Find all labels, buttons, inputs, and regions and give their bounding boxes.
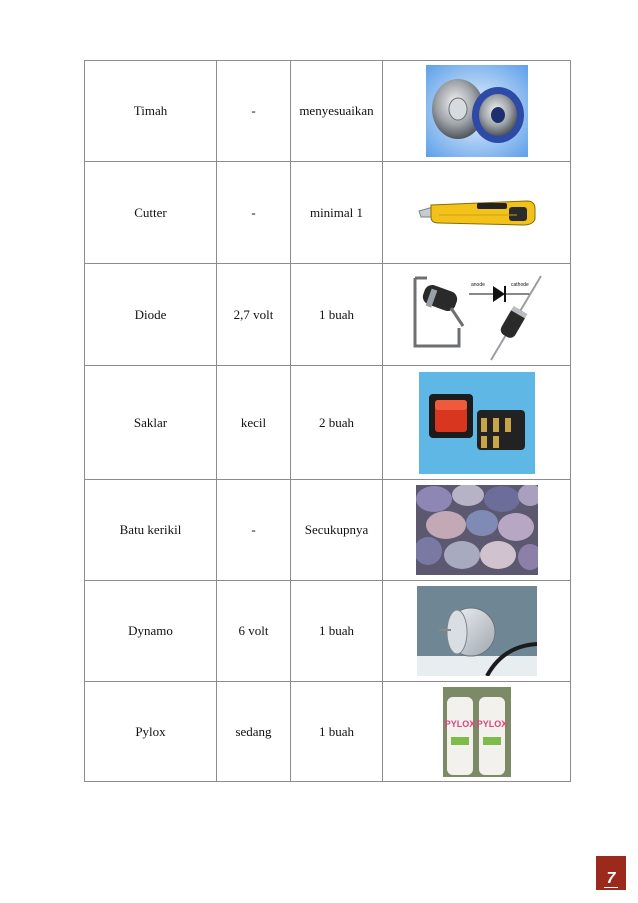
table-row: [85, 581, 571, 682]
solder-wire-image: [426, 65, 528, 157]
item-name: Saklar: [85, 366, 217, 480]
item-image-cell: [383, 61, 571, 162]
item-qty: 1 buah: [291, 682, 383, 782]
item-qty: 1 buah: [291, 581, 383, 682]
table-row: [85, 366, 571, 480]
table-row: [85, 162, 571, 264]
item-image-cell: [383, 162, 571, 264]
pebbles-image: [416, 485, 538, 575]
pylox-label: PYLOX: [444, 718, 475, 729]
item-qty: 2 buah: [291, 366, 383, 480]
item-image-cell: [383, 480, 571, 581]
item-spec: 6 volt: [217, 581, 291, 682]
item-spec: -: [217, 61, 291, 162]
item-spec: -: [217, 162, 291, 264]
item-spec: -: [217, 480, 291, 581]
table-row: [85, 682, 571, 782]
page-number-text: 7: [604, 871, 619, 888]
switch-image: [419, 372, 535, 474]
materials-table: [84, 60, 571, 782]
pylox-label: PYLOX: [476, 718, 507, 729]
item-name: Pylox: [85, 682, 217, 782]
table-row: [85, 61, 571, 162]
cutter-image: [417, 193, 537, 233]
item-image-cell: [383, 581, 571, 682]
item-qty: Secukupnya: [291, 480, 383, 581]
item-image-cell: [383, 366, 571, 480]
cathode-label: cathode: [510, 281, 529, 288]
item-spec: 2,7 volt: [217, 264, 291, 366]
item-name: Batu kerikil: [85, 480, 217, 581]
page-number: [596, 856, 626, 890]
dynamo-image: [417, 586, 537, 676]
item-qty: minimal 1: [291, 162, 383, 264]
anode-label: anode: [470, 281, 485, 288]
pylox-image: [443, 687, 511, 777]
item-qty: 1 buah: [291, 264, 383, 366]
item-name: Timah: [85, 61, 217, 162]
item-image-cell: [383, 264, 571, 366]
item-spec: sedang: [217, 682, 291, 782]
item-spec: kecil: [217, 366, 291, 480]
table-row: [85, 480, 571, 581]
item-name: Diode: [85, 264, 217, 366]
table-row: [85, 264, 571, 366]
item-name: Dynamo: [85, 581, 217, 682]
item-qty: menyesuaikan: [291, 61, 383, 162]
diode-image: [407, 268, 547, 362]
item-name: Cutter: [85, 162, 217, 264]
item-image-cell: [383, 682, 571, 782]
